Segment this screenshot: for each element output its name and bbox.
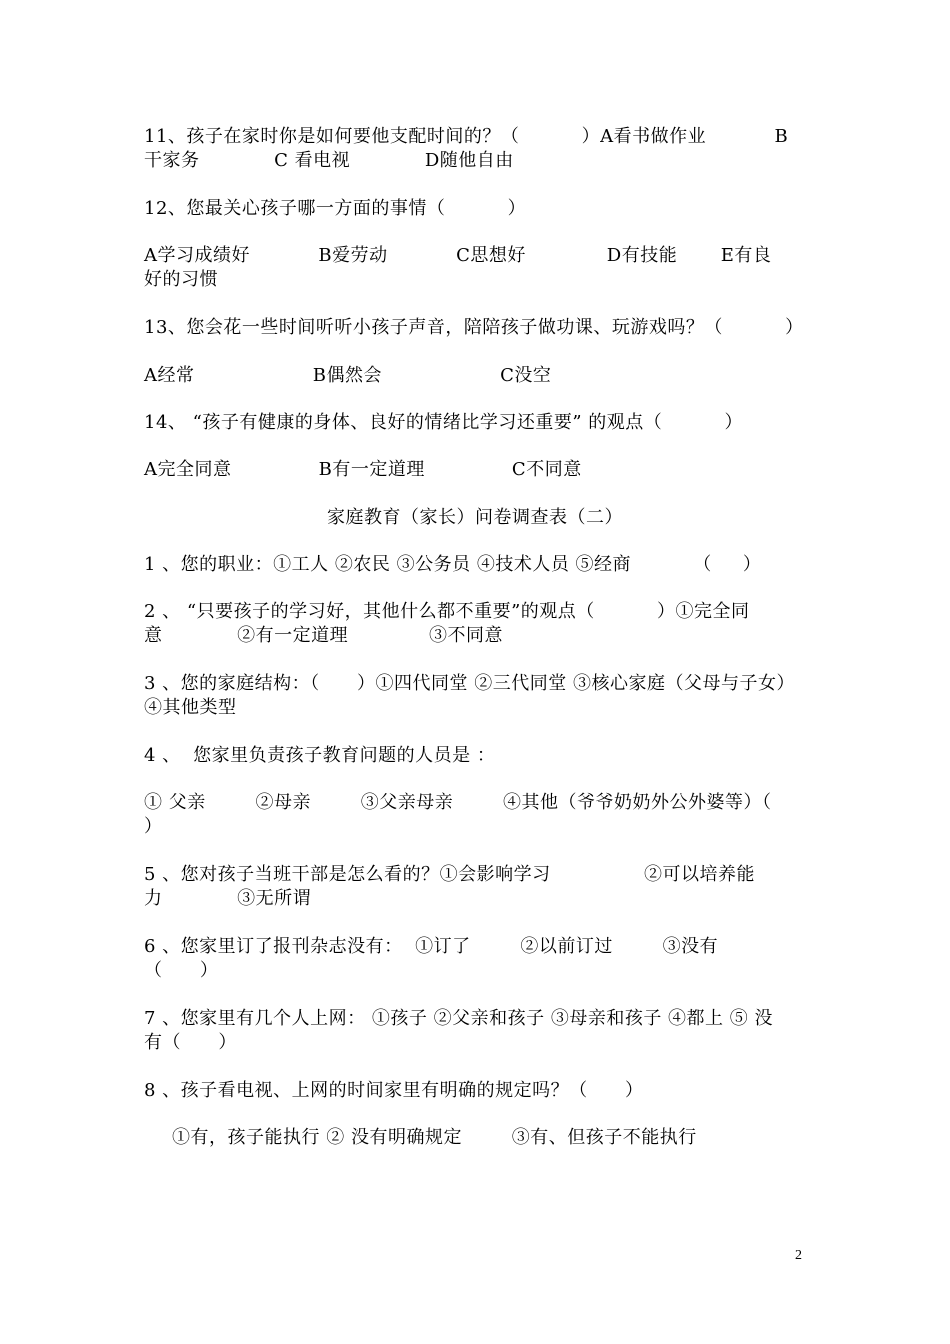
p4-stem: 4 、 您家里负责孩子教育问题的人员是 ：	[144, 745, 496, 766]
p8-stem: 8 、孩子看电视、上网的时间家里有明确的规定吗？（ ）	[144, 1080, 644, 1101]
q12-options-line-1: A学习成绩好 B爱劳动 C思想好 D有技能 E有良	[144, 245, 772, 266]
q11-line-1: 11、孩子在家时你是如何要他支配时间的？（ ）A看书做作业 B	[144, 126, 789, 147]
page-number: 2	[795, 1248, 802, 1263]
q14-stem: 14、 “孩子有健康的身体、良好的情绪比学习还重要” 的观点（ ）	[144, 412, 743, 433]
q12-options-line-2: 好的习惯	[144, 269, 218, 290]
p5-line-1: 5 、您对孩子当班干部是怎么看的？①会影响学习 ②可以培养能	[144, 864, 755, 885]
p3-line-2: ④其他类型	[144, 697, 237, 718]
p2-line-1: 2 、 “只要孩子的学习好，其他什么都不重要”的观点（ ）①完全同	[144, 601, 750, 622]
p4-line-1: ① 父亲 ②母亲 ③父亲母亲 ④其他（爷爷奶奶外公外婆等）（	[144, 792, 772, 813]
p7-line-2: 有（ ）	[144, 1032, 237, 1053]
p3-line-1: 3 、您的家庭结构：（ ）①四代同堂 ②三代同堂 ③核心家庭（父母与子女）	[144, 673, 795, 694]
section-title: 家庭教育（家长）问卷调查表（二）	[327, 507, 623, 528]
q13-stem: 13、您会花一些时间听听小孩子声音，陪陪孩子做功课、玩游戏吗？（ ）	[144, 317, 804, 338]
p1-line-1: 1 、您的职业：①工人 ②农民 ③公务员 ④技术人员 ⑤经商 （ ）	[144, 554, 762, 575]
p2-line-2: 意 ②有一定道理 ③不同意	[144, 625, 504, 646]
p6-line-2: （ ）	[144, 960, 219, 981]
q13-options: A经常 B偶然会 C没空	[144, 365, 552, 386]
q14-options: A完全同意 B有一定道理 C不同意	[144, 459, 582, 480]
p8-options: ①有，孩子能执行 ② 没有明确规定 ③有、但孩子不能执行	[172, 1127, 697, 1148]
q12-stem: 12、您最关心孩子哪一方面的事情（ ）	[144, 198, 527, 219]
p7-line-1: 7 、您家里有几个人上网： ①孩子 ②父亲和孩子 ③母亲和孩子 ④都上 ⑤ 没	[144, 1008, 774, 1029]
p4-line-2: ）	[144, 816, 163, 837]
p5-line-2: 力 ③无所谓	[144, 888, 312, 909]
p6-line-1: 6 、您家里订了报刊杂志没有： ①订了 ②以前订过 ③没有	[144, 936, 719, 957]
q11-line-2: 干家务 C 看电视 D随他自由	[144, 150, 514, 171]
